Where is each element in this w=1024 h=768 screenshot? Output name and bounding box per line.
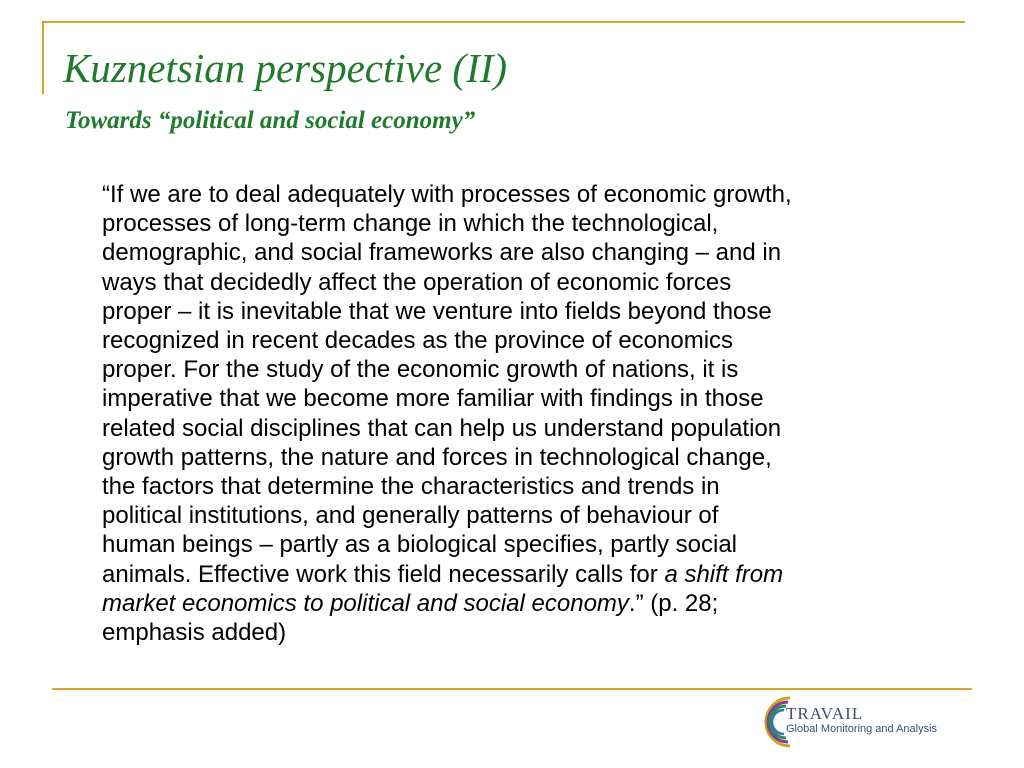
quote-block bbox=[102, 180, 982, 647]
travail-logo bbox=[756, 690, 972, 752]
quote-emphasis: market economics to political and social economy bbox=[102, 589, 629, 617]
quote-line: growth patterns, the nature and forces in technological change, bbox=[102, 443, 772, 471]
quote-line bbox=[102, 560, 982, 589]
quote-line: proper – it is inevitable that we venture into fields beyond those bbox=[102, 297, 772, 325]
quote-line: demographic, and social frameworks are also changing – and in bbox=[102, 239, 782, 267]
quote-line bbox=[102, 589, 982, 618]
quote-citation: .” (p. 28; bbox=[628, 589, 719, 617]
quote-line: the factors that determine the characteristics and trends in bbox=[102, 473, 720, 501]
title-accent-bar bbox=[42, 21, 44, 94]
quote-line: imperative that we become more familiar with findings in those bbox=[102, 385, 764, 413]
quote-line: emphasis added) bbox=[102, 619, 287, 647]
quote-line: recognized in recent decades as the province of economics bbox=[102, 327, 734, 355]
slide-title: Kuznetsian perspective (II) bbox=[63, 45, 508, 91]
quote-line: political institutions, and generally patterns of behaviour of bbox=[102, 502, 719, 530]
logo-name: TRAVAIL bbox=[786, 704, 864, 723]
quote-line: proper. For the study of the economic growth of nations, it is bbox=[102, 356, 739, 384]
quote-text: animals. Effective work this field necessarily calls for bbox=[102, 560, 665, 588]
quote-line: ways that decidedly affect the operation of economic forces bbox=[102, 268, 732, 296]
quote-line: human beings – partly as a biological specifies, partly social bbox=[102, 531, 738, 559]
quote-line: “If we are to deal adequately with processes of economic growth, bbox=[102, 181, 792, 208]
slide-subtitle: Towards “political and social economy” bbox=[65, 107, 476, 134]
quote-emphasis: a shift from bbox=[664, 560, 784, 588]
top-divider bbox=[42, 21, 965, 23]
quote-line: processes of long-term change in which the technological, bbox=[102, 210, 719, 238]
logo-tagline: Global Monitoring and Analysis bbox=[786, 723, 938, 735]
quote-line: related social disciplines that can help us understand population bbox=[102, 414, 782, 442]
